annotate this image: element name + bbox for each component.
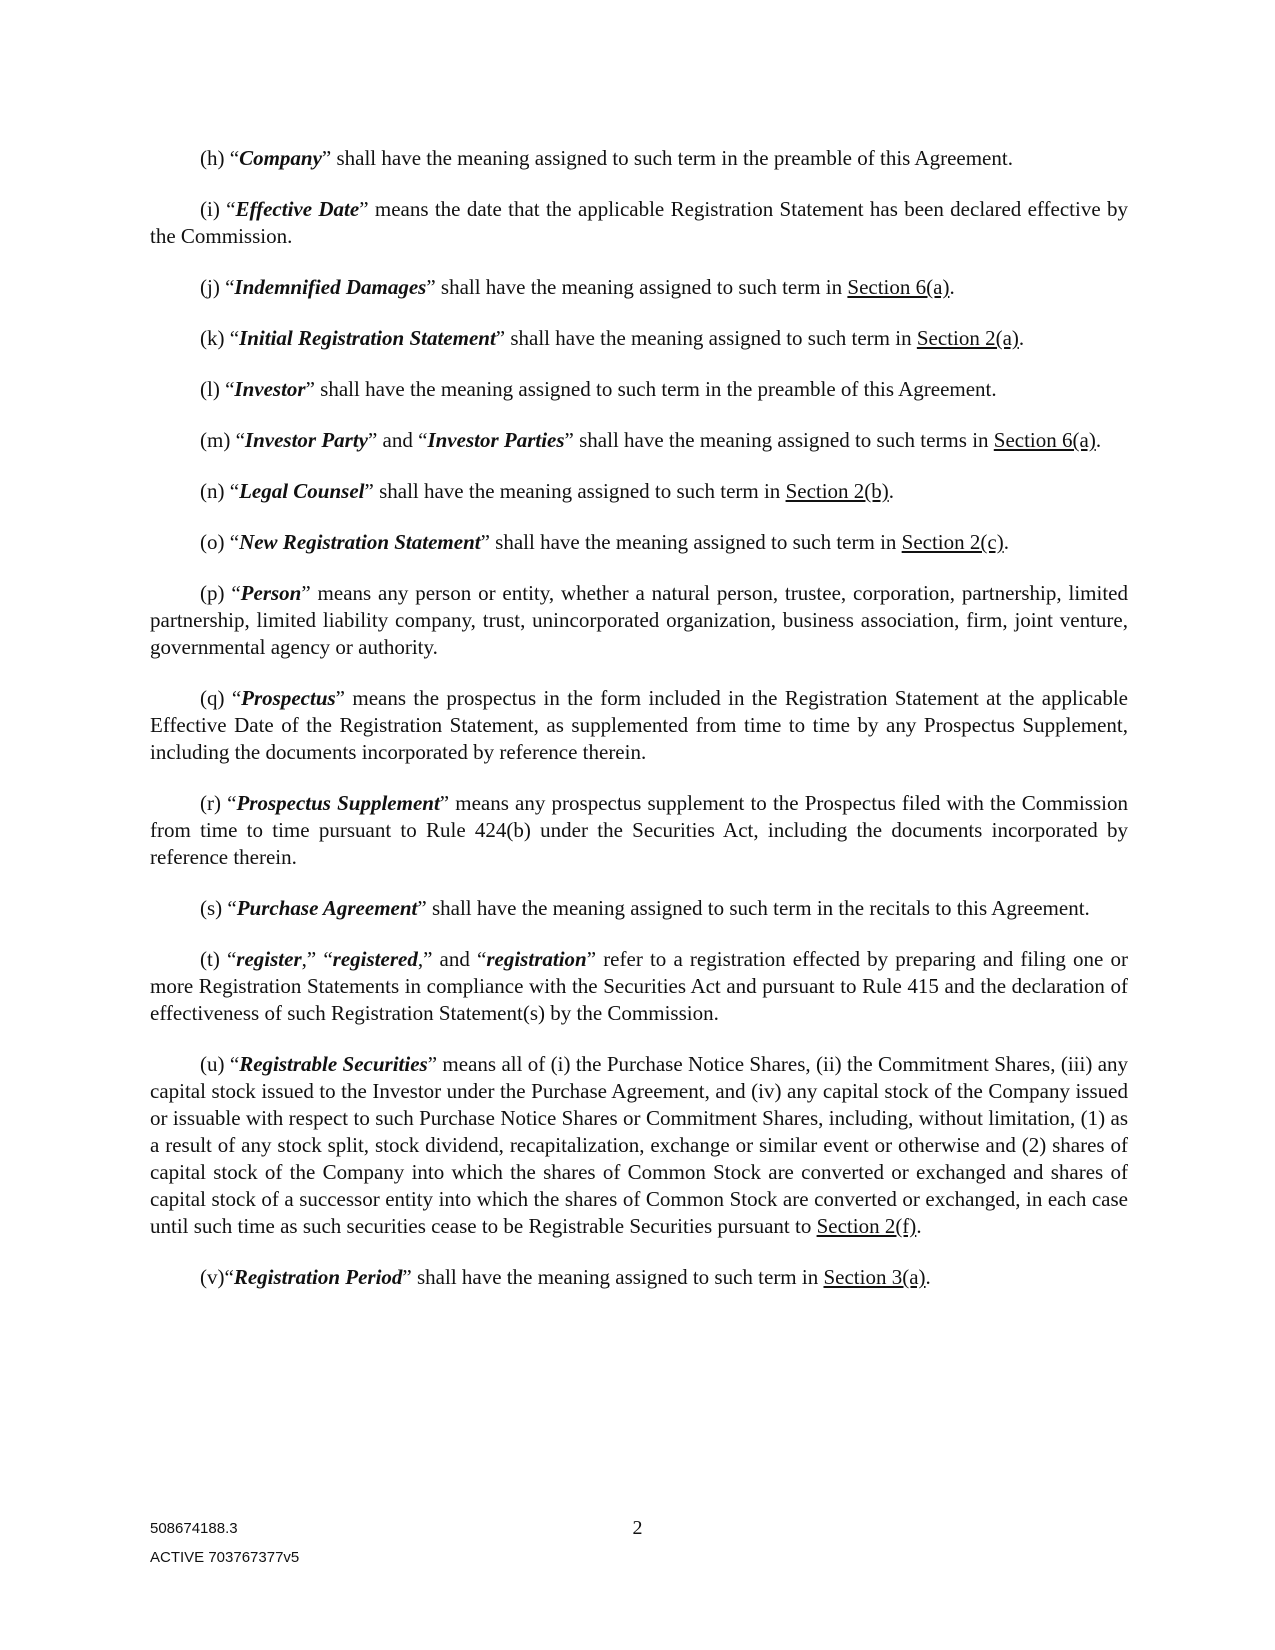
defined-term: Investor bbox=[234, 377, 306, 401]
definition-text: (v)“ bbox=[200, 1265, 234, 1289]
definition-k bbox=[150, 325, 1128, 352]
definition-r bbox=[150, 790, 1128, 871]
defined-term: Prospectus bbox=[241, 686, 336, 710]
defined-term: Investor Party bbox=[244, 428, 368, 452]
definition-q bbox=[150, 685, 1128, 766]
definition-s bbox=[150, 895, 1128, 922]
definition-u bbox=[150, 1051, 1128, 1240]
defined-term: New Registration Statement bbox=[239, 530, 481, 554]
definition-text: (q) “ bbox=[200, 686, 242, 710]
definition-text: ” means the date that the applicable Registration Statement has been declared effective by the Commission. bbox=[150, 197, 1129, 248]
defined-term: Registrable Securities bbox=[239, 1052, 428, 1076]
definition-text: ” shall have the meaning assigned to such term in the recitals to this Agreement. bbox=[417, 896, 1090, 920]
footer-doc-number: 508674188.3 bbox=[150, 1520, 238, 1537]
definition-t bbox=[150, 946, 1128, 1027]
defined-term: Indemnified Damages bbox=[234, 275, 427, 299]
definition-text: ,” and “ bbox=[417, 947, 487, 971]
definition-text: . bbox=[1003, 530, 1009, 554]
definition-text: ” means any person or entity, whether a natural person, trustee, corporation, partnership, limited partnership, limited liability company, trust, unincorporated organization, business association, firm, joint venture, governmental agency or authority. bbox=[150, 581, 1128, 659]
defined-term: Initial Registration Statement bbox=[239, 326, 496, 350]
defined-term: Effective Date bbox=[235, 197, 360, 221]
section-reference[interactable]: Section 6(a) bbox=[847, 275, 950, 299]
definition-text: (h) “ bbox=[200, 146, 240, 170]
footer-active-id: ACTIVE 703767377v5 bbox=[150, 1549, 300, 1566]
definition-text: ” means any prospectus supplement to the Prospectus filed with the Commission from time to time pursuant to Rule 424(b) under the Securities Act, including the documents incorporated by reference therein. bbox=[150, 791, 1128, 869]
defined-term: Purchase Agreement bbox=[236, 896, 418, 920]
definition-text: . bbox=[1018, 326, 1025, 350]
definition-text: ” shall have the meaning assigned to such term in the preamble of this Agreement. bbox=[305, 377, 997, 401]
definition-text: (n) “ bbox=[200, 479, 240, 503]
definition-m bbox=[150, 427, 1128, 454]
definition-text: (j) “ bbox=[200, 275, 235, 299]
defined-term: Company bbox=[239, 146, 322, 170]
section-reference[interactable]: Section 3(a) bbox=[823, 1265, 926, 1289]
definition-text: ” shall have the meaning assigned to such term in bbox=[402, 1265, 824, 1289]
defined-term: Investor Parties bbox=[427, 428, 565, 452]
definition-text: (l) “ bbox=[200, 377, 235, 401]
definition-n bbox=[150, 478, 1128, 505]
definition-text: . bbox=[925, 1265, 931, 1289]
definition-text: ” means the prospectus in the form included in the Registration Statement at the applicable Effective Date of the Registration Statement, as supplemented from time to time by any Prospectus Supplement, including the documents incorporated by reference therein. bbox=[150, 686, 1128, 764]
definition-v bbox=[150, 1264, 1128, 1291]
defined-term: register bbox=[236, 947, 302, 971]
section-reference[interactable]: Section 2(b) bbox=[785, 479, 889, 503]
definition-text: ” refer to a registration effected by preparing and filing one or more Registration Statements in compliance with the Securities Act and pursuant to Rule 415 and the declaration of effectiveness of such Registration Statement(s) by the Commission. bbox=[150, 947, 1128, 1025]
definitions-body bbox=[150, 145, 1128, 1315]
definition-text: (i) “ bbox=[200, 197, 236, 221]
section-reference[interactable]: Section 6(a) bbox=[993, 428, 1096, 452]
definition-text: ” shall have the meaning assigned to such term in bbox=[495, 326, 917, 350]
definition-i bbox=[150, 196, 1128, 250]
definition-p bbox=[150, 580, 1128, 661]
section-reference[interactable]: Section 2(f) bbox=[816, 1214, 917, 1238]
defined-term: registered bbox=[332, 947, 418, 971]
definition-text: ,” “ bbox=[301, 947, 333, 971]
section-reference[interactable]: Section 2(c) bbox=[901, 530, 1004, 554]
definition-text: (u) “ bbox=[200, 1052, 240, 1076]
definition-text: ” and “ bbox=[367, 428, 428, 452]
defined-term: Person bbox=[240, 581, 302, 605]
definition-h bbox=[150, 145, 1128, 172]
definition-text: . bbox=[888, 479, 895, 503]
definition-text: (p) “ bbox=[200, 581, 241, 605]
definition-text: (t) “ bbox=[200, 947, 237, 971]
definition-text: ” means all of (i) the Purchase Notice Shares, (ii) the Commitment Shares, (iii) any capital stock issued to the Investor under the Purchase Agreement, and (iv) any capital stock of the Company issued or issuable with respect to such Purchase Notice Shares or Commitment Shares, including, without limitation, (1) as a result of any stock split, stock dividend, recapitalization, exchange or similar event or otherwise and (2) shares of capital stock of the Company into which the shares of Common Stock are converted or exchanged and shares of capital stock of a successor entity into which the shares of Common Stock are converted or exchanged, in each case until such time as such securities cease to be Registrable Securities pursuant to bbox=[150, 1052, 1129, 1238]
definition-text: (m) “ bbox=[200, 428, 245, 452]
definition-l bbox=[150, 376, 1128, 403]
definition-text: . bbox=[949, 275, 955, 299]
defined-term: Registration Period bbox=[233, 1265, 403, 1289]
definition-text: ” shall have the meaning assigned to such term in the preamble of this Agreement. bbox=[321, 146, 1013, 170]
definition-text: (s) “ bbox=[200, 896, 237, 920]
defined-term: Legal Counsel bbox=[239, 479, 365, 503]
definition-text: ” shall have the meaning assigned to such term in bbox=[364, 479, 786, 503]
page-number: 2 bbox=[632, 1517, 643, 1539]
definition-text: (o) “ bbox=[200, 530, 240, 554]
defined-term: registration bbox=[486, 947, 587, 971]
definition-o bbox=[150, 529, 1128, 556]
defined-term: Prospectus Supplement bbox=[236, 791, 440, 815]
definition-text: (r) “ bbox=[200, 791, 237, 815]
definition-text: ” shall have the meaning assigned to such term in bbox=[426, 275, 848, 299]
footer-identifiers bbox=[150, 1514, 299, 1572]
definition-text: . bbox=[1095, 428, 1102, 452]
section-reference[interactable]: Section 2(a) bbox=[916, 326, 1019, 350]
definition-text: (k) “ bbox=[200, 326, 240, 350]
definition-text: . bbox=[916, 1214, 922, 1238]
definition-text: ” shall have the meaning assigned to such terms in bbox=[564, 428, 994, 452]
definition-j bbox=[150, 274, 1128, 301]
definition-text: ” shall have the meaning assigned to such term in bbox=[480, 530, 902, 554]
